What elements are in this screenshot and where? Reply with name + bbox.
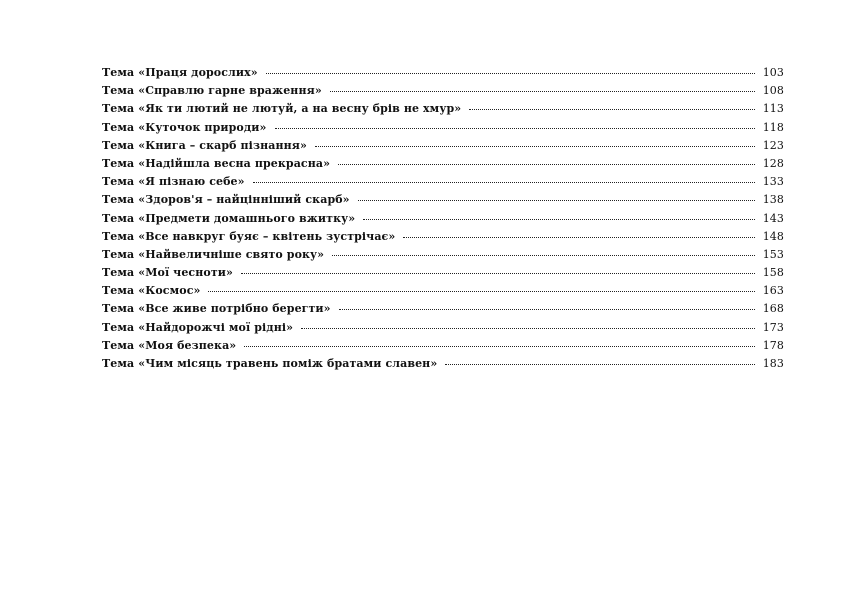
toc-entry-page: 108	[762, 84, 784, 98]
dot-leader	[315, 146, 755, 147]
toc-entry[interactable]	[102, 230, 784, 248]
dot-leader	[363, 219, 755, 220]
dot-leader	[403, 237, 755, 238]
dot-leader	[301, 328, 755, 329]
toc-entry-prefix: Тема	[102, 229, 135, 243]
toc-entry-title: «Все живе потрібно берегти»	[138, 302, 331, 316]
dot-leader	[275, 128, 755, 129]
toc-entry-title: «Справлю гарне враження»	[138, 84, 322, 98]
toc-entry-page: 118	[762, 120, 784, 134]
dot-leader	[241, 273, 755, 274]
toc-entry-prefix: Тема	[102, 266, 135, 280]
toc-entry-prefix: Тема	[102, 66, 135, 79]
toc-entry-page: 163	[762, 284, 784, 298]
toc-entry-page: 183	[762, 357, 784, 370]
toc-entry-title: «Чим місяць травень поміж братами славен»	[138, 357, 438, 370]
toc-entry-title: «Мої чесноти»	[138, 266, 233, 280]
toc-entry-prefix: Тема	[102, 193, 135, 207]
toc-entry-title: «Куточок природи»	[138, 120, 267, 134]
toc-entry[interactable]	[102, 339, 784, 357]
dot-leader	[338, 164, 755, 165]
toc-entry-title: «Космос»	[138, 284, 201, 298]
dot-leader	[330, 91, 755, 92]
dot-leader	[244, 346, 755, 347]
toc-entry[interactable]	[102, 121, 784, 139]
toc-entry-page: 113	[762, 102, 784, 116]
toc-entry-page: 148	[762, 229, 784, 243]
toc-entry-title: «Як ти лютий не лютуй, а на весну брів не хмур»	[138, 102, 462, 116]
table-of-contents	[102, 66, 784, 375]
toc-entry-title: «Найдорожчі мої рідні»	[138, 320, 294, 334]
toc-entry-prefix: Тема	[102, 120, 135, 134]
dot-leader	[253, 182, 755, 183]
toc-entry[interactable]	[102, 357, 784, 375]
toc-entry-title: «Надійшла весна прекрасна»	[138, 156, 331, 170]
toc-entry[interactable]	[102, 139, 784, 157]
toc-entry-prefix: Тема	[102, 156, 135, 170]
toc-entry[interactable]	[102, 157, 784, 175]
toc-entry-page: 123	[762, 138, 784, 152]
toc-entry[interactable]	[102, 302, 784, 320]
dot-leader	[469, 109, 755, 110]
toc-entry-page: 128	[762, 156, 784, 170]
toc-entry-page: 133	[762, 175, 784, 189]
dot-leader	[339, 309, 755, 310]
toc-entry[interactable]	[102, 248, 784, 266]
toc-entry-prefix: Тема	[102, 284, 135, 298]
toc-entry-page: 143	[762, 211, 784, 225]
toc-entry-page: 178	[762, 338, 784, 352]
toc-entry-page: 168	[762, 302, 784, 316]
toc-entry-prefix: Тема	[102, 247, 135, 261]
dot-leader	[445, 364, 755, 365]
dot-leader	[266, 73, 755, 74]
toc-entry[interactable]	[102, 321, 784, 339]
toc-entry-page: 173	[762, 320, 784, 334]
dot-leader	[332, 255, 755, 256]
toc-entry-prefix: Тема	[102, 357, 135, 370]
toc-entry-prefix: Тема	[102, 302, 135, 316]
toc-entry-prefix: Тема	[102, 84, 135, 98]
toc-entry[interactable]	[102, 266, 784, 284]
toc-entry-title: «Моя безпека»	[138, 338, 237, 352]
toc-entry-title: «Книга – скарб пізнання»	[138, 138, 307, 152]
toc-entry[interactable]	[102, 102, 784, 120]
toc-entry-title: «Я пізнаю себе»	[138, 175, 245, 189]
toc-entry-title: «Праця дорослих»	[138, 66, 258, 79]
toc-entry-title: «Найвеличніше свято року»	[138, 247, 325, 261]
toc-entry-prefix: Тема	[102, 211, 135, 225]
toc-entry-page: 138	[762, 193, 784, 207]
toc-entry-page: 153	[762, 247, 784, 261]
dot-leader	[358, 200, 755, 201]
toc-entry[interactable]	[102, 84, 784, 102]
toc-entry[interactable]	[102, 66, 784, 84]
toc-entry-prefix: Тема	[102, 320, 135, 334]
toc-entry-title: «Здоров'я – найцінніший скарб»	[138, 193, 350, 207]
toc-entry[interactable]	[102, 284, 784, 302]
toc-entry-prefix: Тема	[102, 175, 135, 189]
toc-entry[interactable]	[102, 175, 784, 193]
toc-entry-page: 103	[762, 66, 784, 79]
toc-entry[interactable]	[102, 193, 784, 211]
toc-entry-prefix: Тема	[102, 102, 135, 116]
toc-entry-page: 158	[762, 266, 784, 280]
toc-entry-title: «Все навкруг буяє – квітень зустрічає»	[138, 229, 396, 243]
toc-entry-title: «Предмети домашнього вжитку»	[138, 211, 356, 225]
toc-entry-prefix: Тема	[102, 338, 135, 352]
toc-entry-prefix: Тема	[102, 138, 135, 152]
toc-entry[interactable]	[102, 212, 784, 230]
dot-leader	[208, 291, 755, 292]
